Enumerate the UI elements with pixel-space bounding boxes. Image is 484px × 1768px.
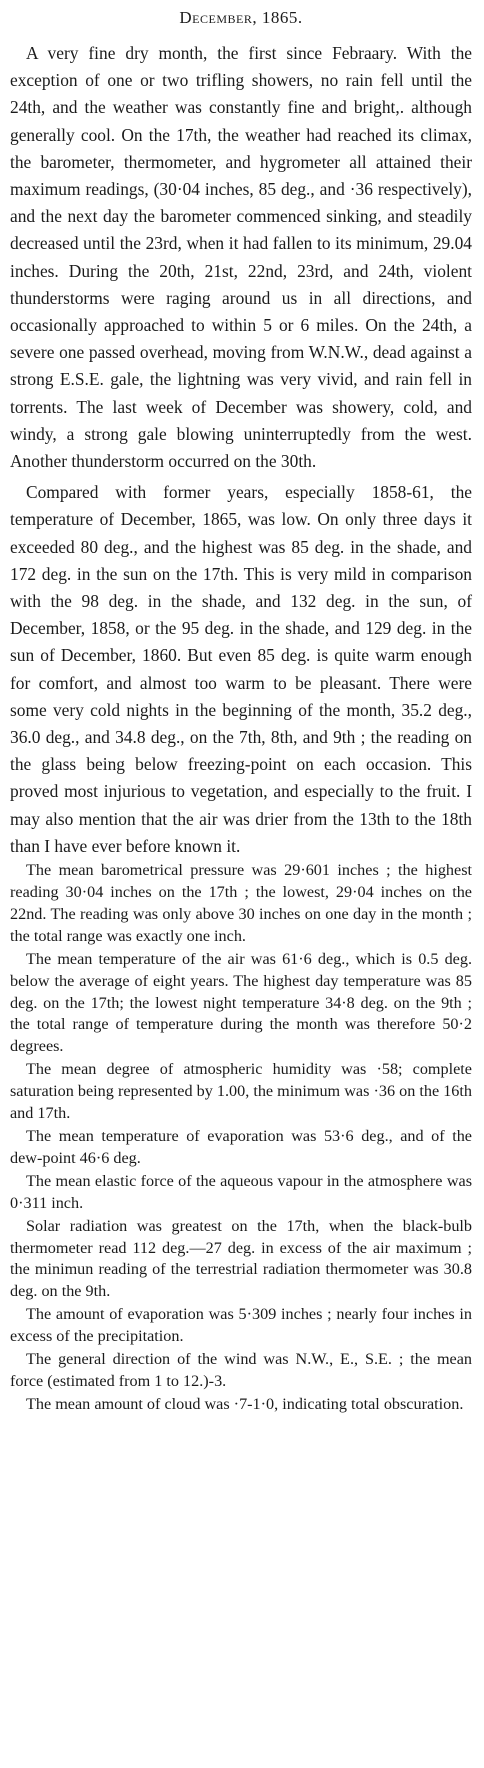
paragraph-air-temperature: The mean temperature of the air was 61·6 deg., which is 0.5 deg. below the average of eight years. The highest day temperature was 85 deg. on the 17th; the lowest night temperature 34·8 deg. on the 9th ; the total range of temperature during the month was therefore 50·2 degrees.	[10, 949, 472, 1056]
paragraph-evaporation-amount: The amount of evaporation was 5·309 inches ; nearly four inches in excess of the precipitation.	[10, 1305, 472, 1346]
paragraph-evaporation-temperature: The mean temperature of evaporation was 53·6 deg., and of the dew-point 46·6 deg.	[10, 1126, 472, 1167]
paragraph-solar-radiation: Solar radiation was greatest on the 17th, when the black-bulb thermometer read 112 deg.—27 deg. in excess of the air maximum ; the minimun reading of the terrestrial radiation thermometer was 30.8 deg. on the 9th.	[10, 1216, 472, 1301]
small-type-section	[10, 860, 472, 1416]
paragraph-weather-summary: A very fine dry month, the first since Febraary. With the exception of one or two trifling showers, no rain fell until the 24th, and the weather was constantly fine and bright,. although generally cool. On the 17th, the weather had reached its climax, the barometer, thermometer, and hygrometer all attained their maximum readings, (30·04 inches, 85 deg., and ·36 respectively), and the next day the barometer commenced sinking, and steadily decreased until the 23rd, when it had fallen to its minimum, 29.04 inches. During the 20th, 21st, 22nd, 23rd, and 24th, violent thunderstorms were raging around us in all directions, and occasionally approached to within 5 or 6 miles. On the 24th, a severe one passed overhead, moving from W.N.W., dead against a strong E.S.E. gale, the lightning was very vivid, and rain fell in torrents. The last week of December was showery, cold, and windy, a strong gale blowing uninterruptedly from the west. Another thunderstorm occurred on the 30th.	[10, 43, 472, 472]
document-title: December, 1865.	[179, 8, 303, 27]
paragraph-vapour: The mean elastic force of the aqueous vapour in the atmosphere was 0·311 inch.	[10, 1171, 472, 1212]
paragraph-barometer: The mean barometrical pressure was 29·601 inches ; the highest reading 30·04 inches on the 17th ; the lowest, 29·04 inches on the 22nd. The reading was only above 30 inches on one day in the month ; the total range was exactly one inch.	[10, 861, 472, 945]
paragraph-comparison: Compared with former years, especially 1858-61, the temperature of December, 1865, was low. On only three days it exceeded 80 deg., and the highest was 85 deg. in the shade, and 172 deg. in the sun on the 17th. This is very mild in comparison with the 98 deg. in the shade, and 132 deg. in the sun, of December, 1858, or the 95 deg. in the shade, and 129 deg. in the sun of December, 1860. But even 85 deg. is quite warm enough for comfort, and almost too warm to be pleasant. There were some very cold nights in the beginning of the month, 35.2 deg., 36.0 deg., and 34.8 deg., on the 7th, 8th, and 9th ; the reading on the glass being below freezing-point on each occasion. This proved most injurious to vegetation, and especially to the fruit. I may also mention that the air was drier from the 13th to the 18th than I have ever before known it.	[10, 482, 472, 856]
large-type-section	[10, 40, 472, 860]
paragraph-wind: The general direction of the wind was N.W., E., S.E. ; the mean force (estimated from 1 to 12.)-3.	[10, 1350, 472, 1390]
paragraph-humidity: The mean degree of atmospheric humidity was ·58; complete saturation being represented by 1.00, the minimum was ·36 on the 16th and 17th.	[10, 1060, 472, 1123]
paragraph-cloud: The mean amount of cloud was ·7-1·0, indicating total obscuration.	[26, 1394, 464, 1413]
